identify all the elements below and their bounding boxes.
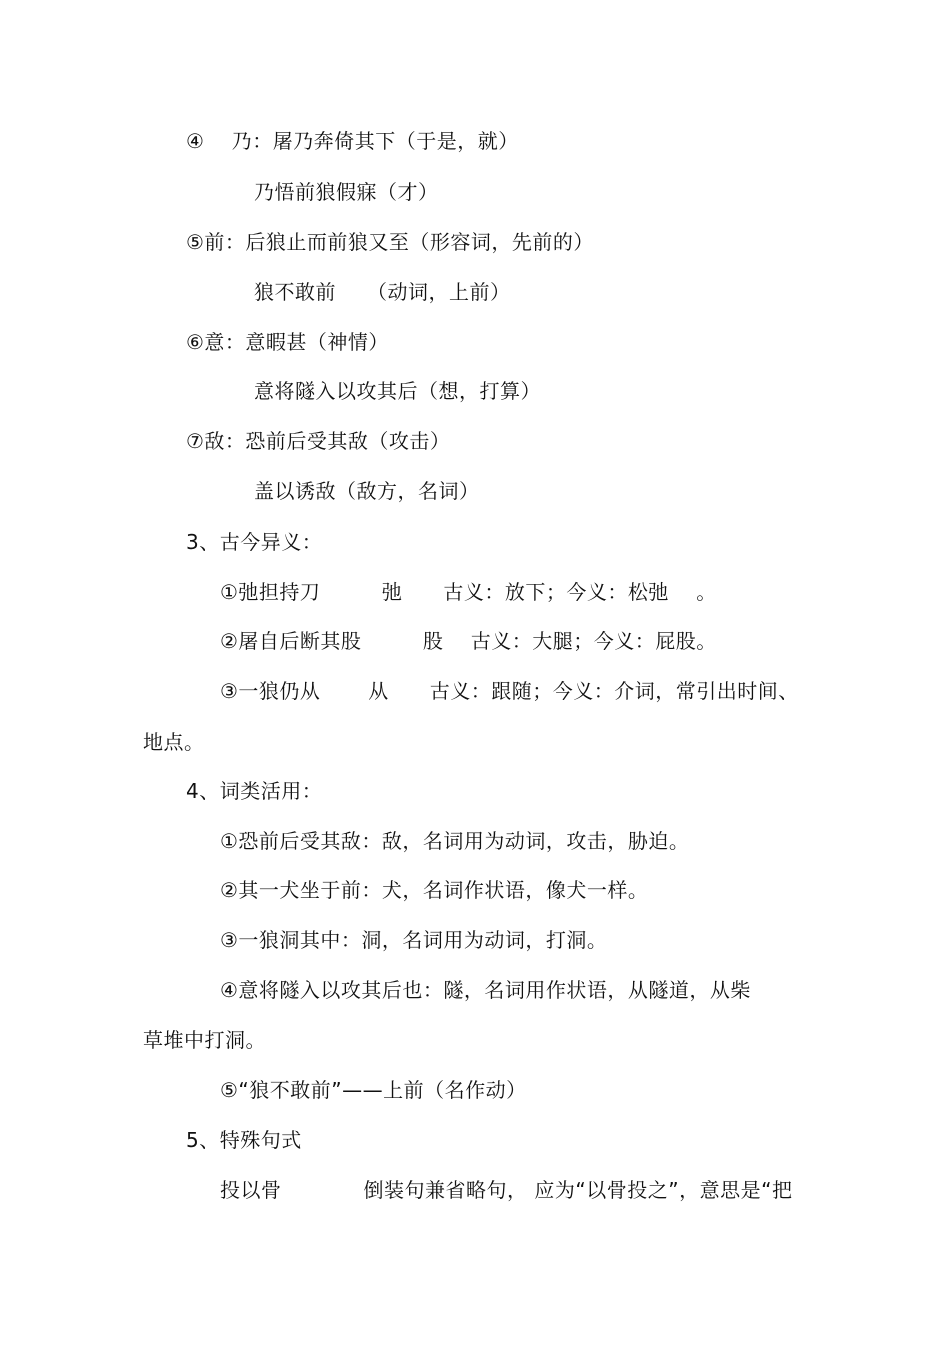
line-polysemy-5: ⑤前：后狼止而前狼又至（形容词，先前的） <box>186 230 594 254</box>
section-heading-5: 5、特殊句式 <box>186 1128 302 1152</box>
line-polysemy-7-sub: 盖以诱敌（敌方，名词） <box>254 479 480 503</box>
line-sentence-1: 投以骨 倒装句兼省略句， 应为“以骨投之”，意思是“把 <box>220 1178 793 1202</box>
section-heading-3: 3、古今异义： <box>186 530 323 554</box>
line-usage-1: ①恐前后受其敌：敌，名词用为动词，攻击，胁迫。 <box>220 829 690 853</box>
line-usage-4: ④意将隧入以攻其后也：隧，名词用作状语，从隧道，从柴 <box>220 978 751 1002</box>
line-usage-4-cont: 草堆中打洞。 <box>143 1028 266 1052</box>
line-polysemy-4: ④ 乃：屠乃奔倚其下（于是，就） <box>186 129 519 153</box>
line-usage-2: ②其一犬坐于前：犬，名词作状语，像犬一样。 <box>220 878 649 902</box>
line-meaning-1: ①弛担持刀 弛 古义：放下；今义：松弛 。 <box>220 580 717 604</box>
line-usage-3: ③一狼洞其中：洞，名词用为动词，打洞。 <box>220 928 608 952</box>
line-usage-5: ⑤“狼不敢前”——上前（名作动） <box>220 1078 527 1102</box>
line-polysemy-6-sub: 意将隧入以攻其后（想，打算） <box>254 379 541 403</box>
line-polysemy-6: ⑥意：意暇甚（神情） <box>186 330 389 354</box>
section-heading-4: 4、词类活用： <box>186 779 323 803</box>
line-polysemy-4-sub: 乃悟前狼假寐（才） <box>254 180 439 204</box>
line-meaning-2: ②屠自后断其股 股 古义：大腿；今义：屁股。 <box>220 629 717 653</box>
line-meaning-3: ③一狼仍从 从 古义：跟随；今义：介词，常引出时间、 <box>220 679 799 703</box>
line-meaning-3-cont: 地点。 <box>143 730 205 754</box>
line-polysemy-7: ⑦敌：恐前后受其敌（攻击） <box>186 429 451 453</box>
line-polysemy-5-sub: 狼不敢前 （动词，上前） <box>254 280 511 304</box>
